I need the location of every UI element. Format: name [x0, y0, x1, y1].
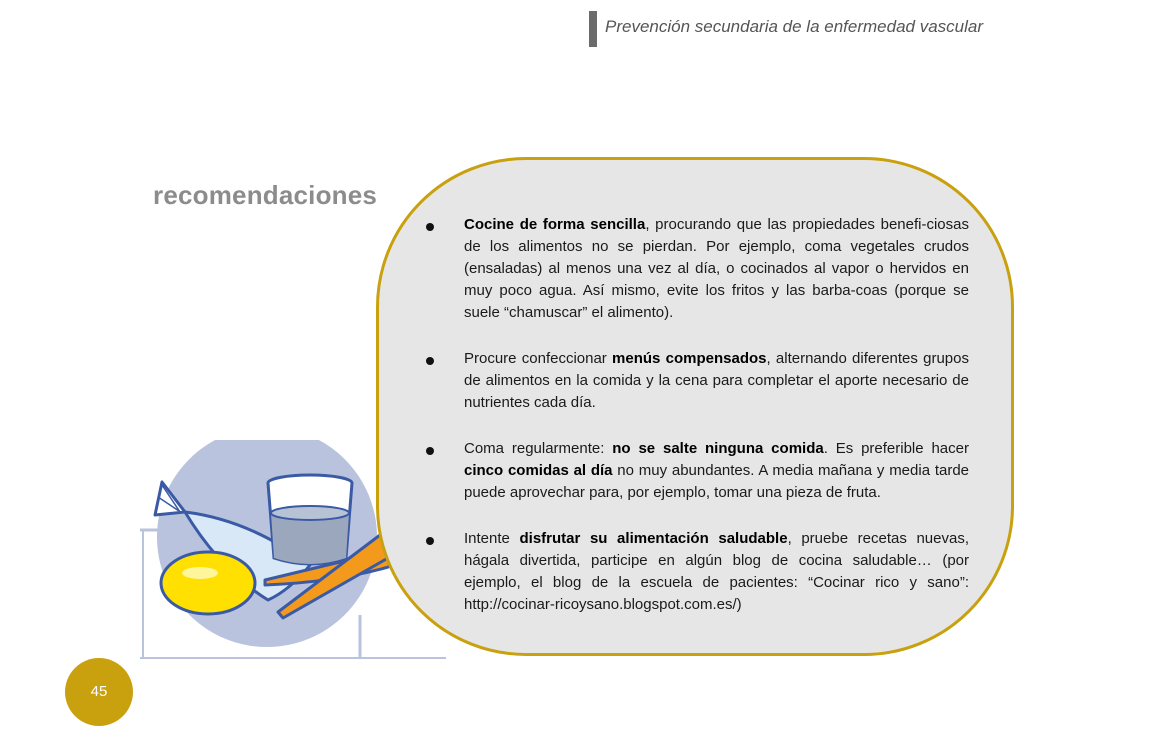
list-item — [424, 348, 969, 414]
running-header: Prevención secundaria de la enfermedad vascular — [605, 17, 984, 36]
body-text: . Es preferible hacer — [823, 440, 969, 457]
bold-text: Cocine de forma sencilla — [464, 216, 646, 233]
bold-text: disfrutar su alimentación saludable — [519, 530, 788, 547]
list-item — [424, 214, 969, 324]
list-item — [424, 528, 969, 616]
body-text: Coma regularmente: — [464, 440, 613, 457]
list-item — [424, 438, 969, 504]
bullet-icon — [426, 447, 434, 455]
bullet-icon — [426, 537, 434, 545]
body-text: , alternando diferentes grupos de alimentos en la comida y la cena para completar el aporte necesario de nutrientes cada día. — [464, 350, 969, 411]
bold-text: menús compensados — [612, 350, 767, 367]
page-number: 45 — [65, 658, 133, 726]
body-text: , procurando que las propiedades benefi-ciosas de los alimentos no se pierdan. Por ejemplo, coma vegetales crudos (ensaladas) al menos una vez al día, o cocinados al vapor o hervidos en muy poco agua. Así mismo, evite los fritos y las barba-coas (porque se suele “chamuscar” el alimento). — [464, 216, 969, 321]
body-text: Procure confeccionar — [464, 350, 613, 367]
lemon-icon — [161, 552, 255, 614]
body-text: Intente — [464, 530, 520, 547]
bullet-icon — [426, 357, 434, 365]
bold-text: no se salte ninguna comida — [612, 440, 824, 457]
body-text: no muy abundantes. A media mañana y media tarde puede aprovechar para, por ejemplo, tomar una pieza de fruta. — [464, 462, 970, 501]
body-text: , pruebe recetas nuevas, hágala divertida, participe en algún blog de cocina saludable… (por ejemplo, el blog de la escuela de pacientes: “Cocinar rico y sano”: http://cocinar-ricoysano.blogspot.com.es/) — [464, 530, 969, 613]
section-title: recomendaciones — [153, 180, 378, 210]
recommendations-list — [424, 214, 969, 640]
bullet-icon — [426, 223, 434, 231]
bold-text: cinco comidas al día — [464, 462, 613, 479]
water-glass-icon — [268, 475, 352, 564]
header-accent-bar — [589, 11, 597, 47]
